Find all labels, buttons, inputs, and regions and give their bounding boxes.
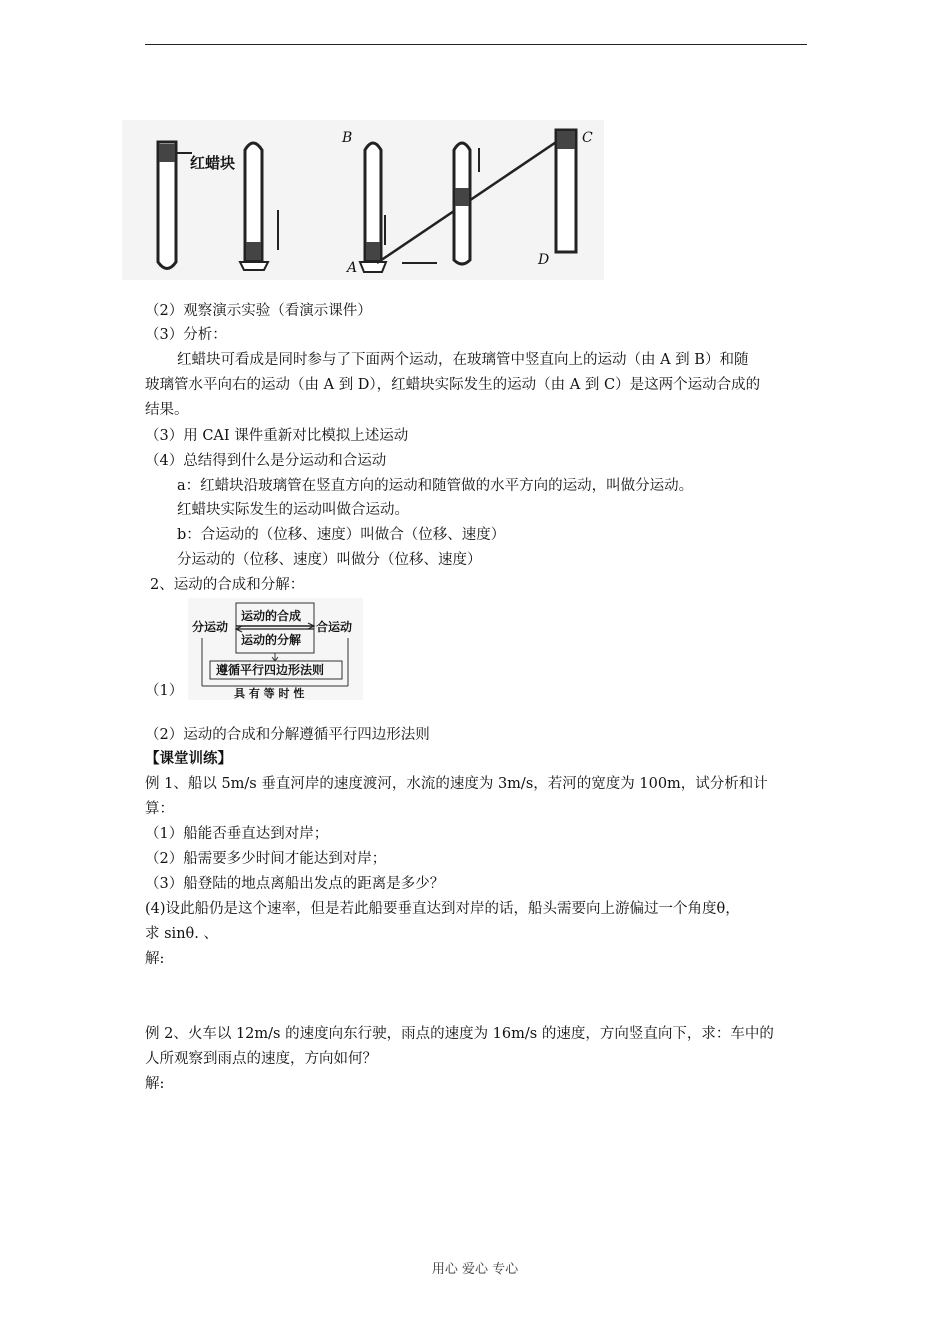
text-line: 红蜡块实际发生的运动叫做合运动。 xyxy=(177,502,409,518)
text-line: （3）分析： xyxy=(145,327,227,343)
text-line: 解: xyxy=(145,951,165,967)
text-line: （2）观察演示实验（看演示课件） xyxy=(145,303,372,319)
text-line: 人所观察到雨点的速度，方向如何？ xyxy=(145,1051,377,1067)
text-line: （2）船需要多少时间才能达到对岸； xyxy=(145,851,387,867)
red-wax-label: 红蜡块 xyxy=(190,154,236,172)
composition-diagram xyxy=(188,598,363,700)
text-line: a：红蜡块沿玻璃管在竖直方向的运动和随管做的水平方向的运动，叫做分运动。 xyxy=(177,478,694,494)
header-rule xyxy=(145,44,807,45)
label-d: D xyxy=(538,252,550,268)
text-line: 分运动的（位移、速度）叫做分（位移、速度） xyxy=(177,552,482,568)
text-line: 例 2、火车以 12m/s 的速度向东行驶，雨点的速度为 16m/s 的速度，方向竖直向下，求：车中的 xyxy=(145,1026,774,1042)
text-line: 解: xyxy=(145,1076,165,1092)
text-line: 求 sinθ. 、 xyxy=(145,926,218,942)
diagram-mid-box: 运动的分解 xyxy=(241,633,302,647)
diagram-left-label: 分运动 xyxy=(192,620,229,634)
text-line: （1）船能否垂直达到对岸； xyxy=(145,826,329,842)
page-footer: 用心 爱心 专心 xyxy=(431,1262,519,1277)
label-b: B xyxy=(342,130,353,146)
text-line: （1） xyxy=(145,683,184,699)
text-line: 2、运动的合成和分解： xyxy=(150,577,305,593)
label-c: C xyxy=(582,130,593,146)
text-line: （4）总结得到什么是分运动和合运动 xyxy=(145,453,387,469)
diagram-right-label: 合运动 xyxy=(316,620,353,634)
text-line: （3）船登陆的地点离船出发点的距离是多少？ xyxy=(145,876,445,892)
text-line: （2）运动的合成和分解遵循平行四边形法则 xyxy=(145,727,430,743)
text-line: 玻璃管水平向右的运动（由 A 到 D），红蜡块实际发生的运动（由 A 到 C）是这两个运动合成的 xyxy=(145,377,761,393)
text-line: 结果。 xyxy=(145,402,189,418)
text-line: （3）用 CAI 课件重新对比模拟上述运动 xyxy=(145,428,409,444)
label-a: A xyxy=(347,260,358,276)
diagram-top-box: 运动的合成 xyxy=(241,609,302,623)
experiment-figure xyxy=(122,120,604,280)
text-line: (4)设此船仍是这个速率，但是若此船要垂直达到对岸的话，船头需要向上游偏过一个角度θ， xyxy=(145,901,740,917)
section-heading: 【课堂训练】 xyxy=(145,750,232,767)
text-line: 红蜡块可看成是同时参与了下面两个运动，在玻璃管中竖直向上的运动（由 A 到 B）和随 xyxy=(177,352,749,368)
text-line: b：合运动的（位移、速度）叫做合（位移、速度） xyxy=(177,527,506,543)
diagram-rule-box: 遵循平行四边形法则 xyxy=(216,663,325,677)
text-line: 算： xyxy=(145,801,174,817)
text-line: 例 1、船以 5m/s 垂直河岸的速度渡河，水流的速度为 3m/s，若河的宽度为 100m，试分析和计 xyxy=(145,776,768,792)
diagram-bottom-label: 具 有 等 时 性 xyxy=(234,687,305,700)
